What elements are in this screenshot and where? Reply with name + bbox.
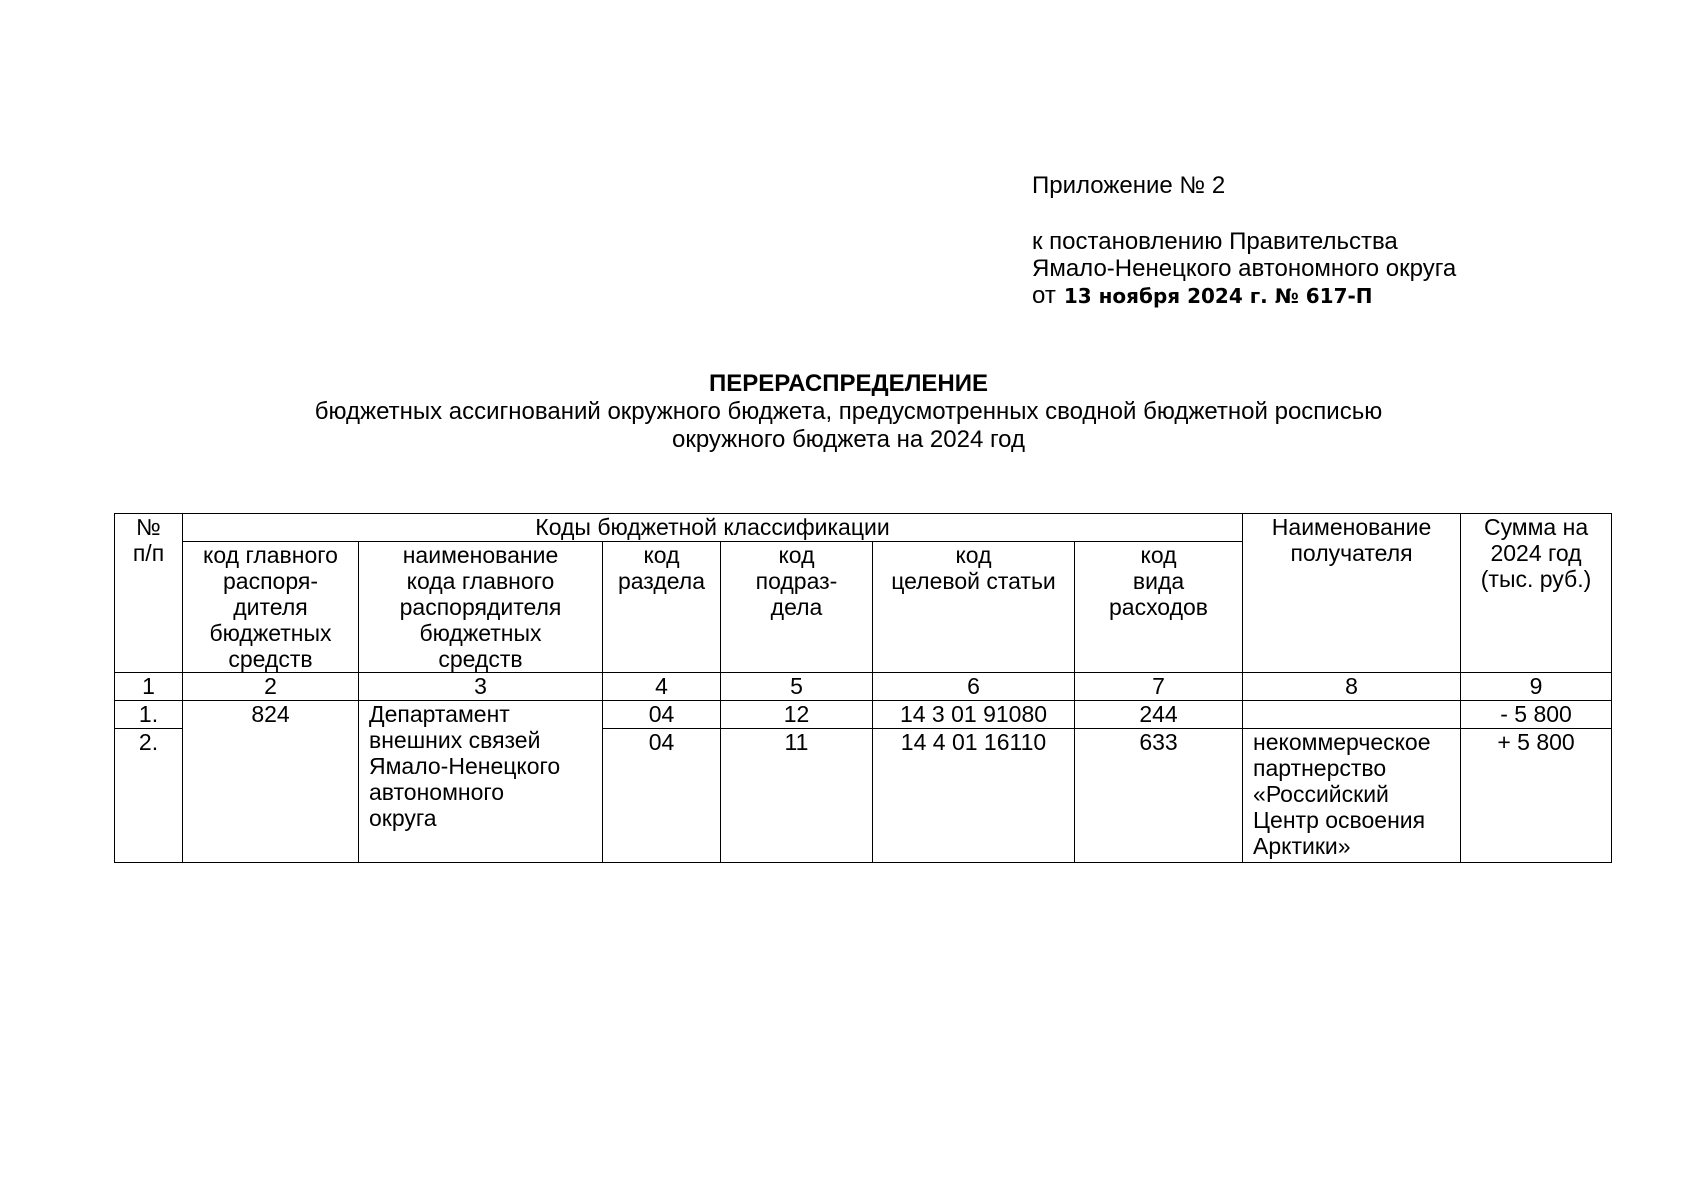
column-number-row <box>115 673 1612 701</box>
target-cell: 14 3 01 91080 <box>873 701 1075 729</box>
document-subtitle-line2: окружного бюджета на 2024 год <box>671 426 1026 453</box>
expense-type-cell: 244 <box>1075 701 1243 729</box>
column-number: 8 <box>1243 673 1461 701</box>
gr-name-cell: Департамент внешних связей Ямало-Ненецкого автономного округа <box>359 701 603 863</box>
document-subtitle-line1: бюджетных ассигнований окружного бюджета, предусмотренных сводной бюджетной росписью <box>314 398 1383 425</box>
section-cell: 04 <box>603 729 721 863</box>
subsection-cell: 12 <box>721 701 873 729</box>
header-row-top <box>115 514 1612 542</box>
amount-cell: - 5 800 <box>1461 701 1612 729</box>
target-cell: 14 4 01 16110 <box>873 729 1075 863</box>
header-target: код целевой статьи <box>873 542 1075 673</box>
column-number: 7 <box>1075 673 1243 701</box>
header-codes-group: Коды бюджетной классификации <box>183 514 1243 542</box>
table-row <box>115 701 1612 729</box>
header-amount: Сумма на 2024 год (тыс. руб.) <box>1461 514 1612 673</box>
reallocation-table <box>114 513 1612 863</box>
appendix-line-region: Ямало-Ненецкого автономного округа <box>1032 255 1457 282</box>
column-number: 2 <box>183 673 359 701</box>
column-number: 1 <box>115 673 183 701</box>
appendix-block <box>1032 172 1456 310</box>
appendix-title: Приложение № 2 <box>1032 172 1226 199</box>
appendix-date <box>1032 282 1456 310</box>
appendix-date-prefix: от <box>1032 282 1056 309</box>
expense-type-cell: 633 <box>1075 729 1243 863</box>
appendix-line-resolution: к постановлению Правительства <box>1032 228 1398 255</box>
section-cell: 04 <box>603 701 721 729</box>
column-number: 3 <box>359 673 603 701</box>
amount-cell: + 5 800 <box>1461 729 1612 863</box>
appendix-date-value: 13 ноября 2024 г. № 617-П <box>1063 284 1373 308</box>
header-gr-name: наименование кода главного распорядителя бюджетных средств <box>359 542 603 673</box>
recipient-cell: некоммерческое партнерство «Российский Центр освоения Арктики» <box>1243 729 1461 863</box>
gr-code-cell: 824 <box>183 701 359 863</box>
column-number: 5 <box>721 673 873 701</box>
header-section: код раздела <box>603 542 721 673</box>
header-recipient: Наименование получателя <box>1243 514 1461 673</box>
header-subsection: код подраз- дела <box>721 542 873 673</box>
subsection-cell: 11 <box>721 729 873 863</box>
document-heading <box>0 370 1697 454</box>
header-num: № п/п <box>115 514 183 673</box>
column-number: 4 <box>603 673 721 701</box>
recipient-cell <box>1243 701 1461 729</box>
document-title: ПЕРЕРАСПРЕДЕЛЕНИЕ <box>708 370 989 397</box>
column-number: 6 <box>873 673 1075 701</box>
column-number: 9 <box>1461 673 1612 701</box>
header-gr-code: код главного распоря- дителя бюджетных средств <box>183 542 359 673</box>
row-num: 1. <box>115 701 183 729</box>
row-num: 2. <box>115 729 183 863</box>
header-expense-type: код вида расходов <box>1075 542 1243 673</box>
